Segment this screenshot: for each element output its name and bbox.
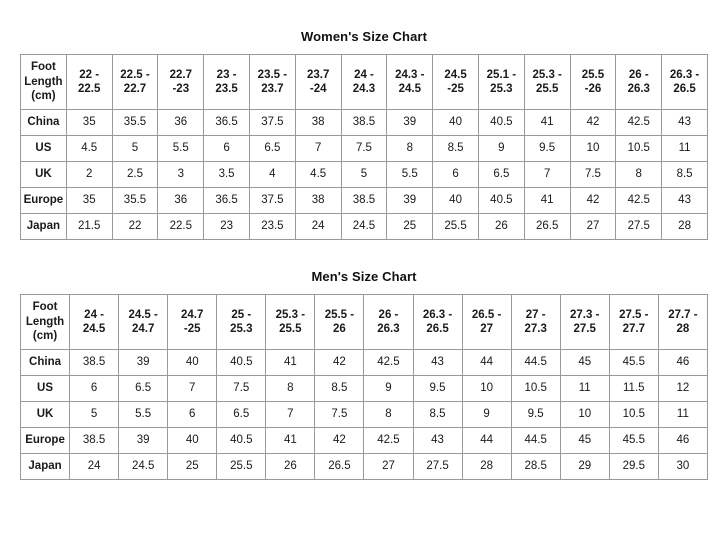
cell: 39 bbox=[119, 350, 168, 376]
cell: 36 bbox=[158, 110, 204, 136]
cell: 9.5 bbox=[524, 136, 570, 162]
cell: 41 bbox=[524, 188, 570, 214]
cell: 12 bbox=[658, 376, 707, 402]
cell: 36.5 bbox=[204, 110, 250, 136]
cell: 39 bbox=[387, 188, 433, 214]
cell: 10.5 bbox=[609, 402, 658, 428]
cell: 11.5 bbox=[609, 376, 658, 402]
foot-length-line-2: Length bbox=[25, 315, 65, 328]
mens-size-chart-block bbox=[0, 269, 728, 480]
cell: 40.5 bbox=[478, 188, 524, 214]
cell: 3 bbox=[158, 162, 204, 188]
cell: 41 bbox=[266, 350, 315, 376]
cell: 6 bbox=[70, 376, 119, 402]
column-header: 26 - 26.3 bbox=[616, 55, 662, 110]
column-header: 25.3 - 25.5 bbox=[524, 55, 570, 110]
table-row bbox=[21, 136, 708, 162]
table-row bbox=[21, 162, 708, 188]
row-label: Europe bbox=[21, 188, 67, 214]
cell: 44 bbox=[462, 350, 511, 376]
column-header: 25.1 - 25.3 bbox=[478, 55, 524, 110]
cell: 40.5 bbox=[217, 428, 266, 454]
cell: 10 bbox=[462, 376, 511, 402]
foot-length-header bbox=[21, 55, 67, 110]
page-title-mens: Men's Size Chart bbox=[311, 269, 417, 284]
column-header: 24 - 24.3 bbox=[341, 55, 387, 110]
column-header: 23.5 - 23.7 bbox=[249, 55, 295, 110]
womens-size-chart-block bbox=[0, 29, 728, 240]
cell: 27.5 bbox=[413, 454, 462, 480]
cell: 4 bbox=[249, 162, 295, 188]
column-header: 27.3 - 27.5 bbox=[560, 295, 609, 350]
cell: 6.5 bbox=[119, 376, 168, 402]
table-row bbox=[21, 214, 708, 240]
row-label: US bbox=[21, 136, 67, 162]
cell: 41 bbox=[266, 428, 315, 454]
page-title-womens: Women's Size Chart bbox=[300, 29, 427, 44]
cell: 40 bbox=[168, 350, 217, 376]
cell: 36 bbox=[158, 188, 204, 214]
column-header: 25.5 -26 bbox=[570, 55, 616, 110]
foot-length-line-2: Length bbox=[24, 75, 63, 88]
column-header: 25.3 - 25.5 bbox=[266, 295, 315, 350]
cell: 26.5 bbox=[315, 454, 364, 480]
cell: 26.5 bbox=[524, 214, 570, 240]
cell: 38.5 bbox=[70, 428, 119, 454]
cell: 11 bbox=[662, 136, 708, 162]
column-header: 24.5 - 24.7 bbox=[119, 295, 168, 350]
cell: 26 bbox=[266, 454, 315, 480]
cell: 7.5 bbox=[341, 136, 387, 162]
column-header: 23 - 23.5 bbox=[204, 55, 250, 110]
cell: 2 bbox=[66, 162, 112, 188]
cell: 8 bbox=[364, 402, 413, 428]
cell: 42.5 bbox=[616, 110, 662, 136]
cell: 43 bbox=[662, 188, 708, 214]
table-row bbox=[21, 188, 708, 214]
womens-size-table bbox=[20, 54, 708, 240]
cell: 23.5 bbox=[249, 214, 295, 240]
cell: 6 bbox=[204, 136, 250, 162]
column-header: 22.7 -23 bbox=[158, 55, 204, 110]
cell: 40 bbox=[168, 428, 217, 454]
cell: 35 bbox=[66, 110, 112, 136]
column-header: 24.5 -25 bbox=[433, 55, 479, 110]
row-label: Japan bbox=[21, 214, 67, 240]
cell: 8.5 bbox=[433, 136, 479, 162]
cell: 5 bbox=[70, 402, 119, 428]
row-label: China bbox=[21, 110, 67, 136]
cell: 8.5 bbox=[662, 162, 708, 188]
cell: 5.5 bbox=[119, 402, 168, 428]
cell: 42.5 bbox=[616, 188, 662, 214]
cell: 9.5 bbox=[511, 402, 560, 428]
cell: 5 bbox=[341, 162, 387, 188]
row-label: Japan bbox=[21, 454, 70, 480]
cell: 37.5 bbox=[249, 110, 295, 136]
cell: 45.5 bbox=[609, 428, 658, 454]
table-row bbox=[21, 402, 708, 428]
cell: 46 bbox=[658, 350, 707, 376]
foot-length-line-3: (cm) bbox=[31, 90, 56, 103]
column-header: 27.7 - 28 bbox=[658, 295, 707, 350]
cell: 5 bbox=[112, 136, 158, 162]
cell: 8.5 bbox=[315, 376, 364, 402]
row-label: China bbox=[21, 350, 70, 376]
cell: 5.5 bbox=[158, 136, 204, 162]
cell: 35.5 bbox=[112, 110, 158, 136]
cell: 44.5 bbox=[511, 350, 560, 376]
cell: 29 bbox=[560, 454, 609, 480]
cell: 38 bbox=[295, 110, 341, 136]
row-label: Europe bbox=[21, 428, 70, 454]
cell: 35 bbox=[66, 188, 112, 214]
cell: 5.5 bbox=[387, 162, 433, 188]
cell: 7 bbox=[295, 136, 341, 162]
cell: 36.5 bbox=[204, 188, 250, 214]
column-header: 26 - 26.3 bbox=[364, 295, 413, 350]
cell: 25.5 bbox=[217, 454, 266, 480]
cell: 4.5 bbox=[295, 162, 341, 188]
cell: 38.5 bbox=[341, 188, 387, 214]
cell: 42 bbox=[570, 188, 616, 214]
cell: 27 bbox=[570, 214, 616, 240]
column-header: 24 - 24.5 bbox=[70, 295, 119, 350]
cell: 21.5 bbox=[66, 214, 112, 240]
cell: 42 bbox=[315, 350, 364, 376]
cell: 44.5 bbox=[511, 428, 560, 454]
cell: 25 bbox=[387, 214, 433, 240]
column-header: 23.7 -24 bbox=[295, 55, 341, 110]
row-label: UK bbox=[21, 162, 67, 188]
column-header: 25.5 - 26 bbox=[315, 295, 364, 350]
table-row bbox=[21, 350, 708, 376]
cell: 11 bbox=[658, 402, 707, 428]
column-header: 27 - 27.3 bbox=[511, 295, 560, 350]
cell: 6 bbox=[168, 402, 217, 428]
table-header-row bbox=[21, 295, 708, 350]
cell: 24.5 bbox=[119, 454, 168, 480]
column-header: 24.7 -25 bbox=[168, 295, 217, 350]
cell: 22.5 bbox=[158, 214, 204, 240]
cell: 8 bbox=[266, 376, 315, 402]
cell: 45 bbox=[560, 428, 609, 454]
cell: 28 bbox=[662, 214, 708, 240]
cell: 27.5 bbox=[616, 214, 662, 240]
cell: 38.5 bbox=[341, 110, 387, 136]
cell: 10.5 bbox=[616, 136, 662, 162]
cell: 40.5 bbox=[478, 110, 524, 136]
cell: 29.5 bbox=[609, 454, 658, 480]
foot-length-line-3: (cm) bbox=[32, 330, 58, 343]
cell: 28.5 bbox=[511, 454, 560, 480]
cell: 43 bbox=[662, 110, 708, 136]
cell: 39 bbox=[387, 110, 433, 136]
cell: 27 bbox=[364, 454, 413, 480]
cell: 24.5 bbox=[341, 214, 387, 240]
cell: 3.5 bbox=[204, 162, 250, 188]
foot-length-header bbox=[21, 295, 70, 350]
cell: 2.5 bbox=[112, 162, 158, 188]
table-row bbox=[21, 454, 708, 480]
cell: 28 bbox=[462, 454, 511, 480]
cell: 11 bbox=[560, 376, 609, 402]
foot-length-line-1: Foot bbox=[32, 301, 58, 314]
cell: 40 bbox=[433, 188, 479, 214]
cell: 24 bbox=[295, 214, 341, 240]
cell: 40.5 bbox=[217, 350, 266, 376]
cell: 9 bbox=[478, 136, 524, 162]
cell: 10 bbox=[570, 136, 616, 162]
column-header: 26.5 - 27 bbox=[462, 295, 511, 350]
cell: 39 bbox=[119, 428, 168, 454]
cell: 42 bbox=[315, 428, 364, 454]
cell: 6.5 bbox=[478, 162, 524, 188]
cell: 25 bbox=[168, 454, 217, 480]
cell: 38 bbox=[295, 188, 341, 214]
mens-size-table bbox=[20, 294, 708, 480]
cell: 10.5 bbox=[511, 376, 560, 402]
cell: 45.5 bbox=[609, 350, 658, 376]
column-header: 26.3 - 26.5 bbox=[413, 295, 462, 350]
cell: 10 bbox=[560, 402, 609, 428]
cell: 37.5 bbox=[249, 188, 295, 214]
cell: 26 bbox=[478, 214, 524, 240]
cell: 8 bbox=[387, 136, 433, 162]
cell: 24 bbox=[70, 454, 119, 480]
cell: 9 bbox=[462, 402, 511, 428]
column-header: 22.5 - 22.7 bbox=[112, 55, 158, 110]
row-label: UK bbox=[21, 402, 70, 428]
cell: 7.5 bbox=[217, 376, 266, 402]
cell: 22 bbox=[112, 214, 158, 240]
cell: 8.5 bbox=[413, 402, 462, 428]
foot-length-line-1: Foot bbox=[30, 61, 56, 74]
table-row bbox=[21, 376, 708, 402]
cell: 46 bbox=[658, 428, 707, 454]
cell: 9 bbox=[364, 376, 413, 402]
size-chart-page bbox=[0, 29, 728, 540]
cell: 30 bbox=[658, 454, 707, 480]
cell: 7 bbox=[168, 376, 217, 402]
cell: 8 bbox=[616, 162, 662, 188]
cell: 6.5 bbox=[249, 136, 295, 162]
cell: 7 bbox=[524, 162, 570, 188]
cell: 6 bbox=[433, 162, 479, 188]
cell: 4.5 bbox=[66, 136, 112, 162]
column-header: 25 - 25.3 bbox=[217, 295, 266, 350]
column-header: 22 - 22.5 bbox=[66, 55, 112, 110]
cell: 45 bbox=[560, 350, 609, 376]
cell: 6.5 bbox=[217, 402, 266, 428]
cell: 43 bbox=[413, 428, 462, 454]
cell: 42.5 bbox=[364, 428, 413, 454]
cell: 7.5 bbox=[315, 402, 364, 428]
cell: 40 bbox=[433, 110, 479, 136]
table-header-row bbox=[21, 55, 708, 110]
cell: 25.5 bbox=[433, 214, 479, 240]
cell: 43 bbox=[413, 350, 462, 376]
cell: 41 bbox=[524, 110, 570, 136]
cell: 7 bbox=[266, 402, 315, 428]
cell: 9.5 bbox=[413, 376, 462, 402]
row-label: US bbox=[21, 376, 70, 402]
cell: 35.5 bbox=[112, 188, 158, 214]
column-header: 27.5 - 27.7 bbox=[609, 295, 658, 350]
cell: 38.5 bbox=[70, 350, 119, 376]
column-header: 26.3 - 26.5 bbox=[662, 55, 708, 110]
cell: 42.5 bbox=[364, 350, 413, 376]
table-row bbox=[21, 428, 708, 454]
cell: 44 bbox=[462, 428, 511, 454]
table-row bbox=[21, 110, 708, 136]
cell: 23 bbox=[204, 214, 250, 240]
cell: 7.5 bbox=[570, 162, 616, 188]
column-header: 24.3 - 24.5 bbox=[387, 55, 433, 110]
cell: 42 bbox=[570, 110, 616, 136]
